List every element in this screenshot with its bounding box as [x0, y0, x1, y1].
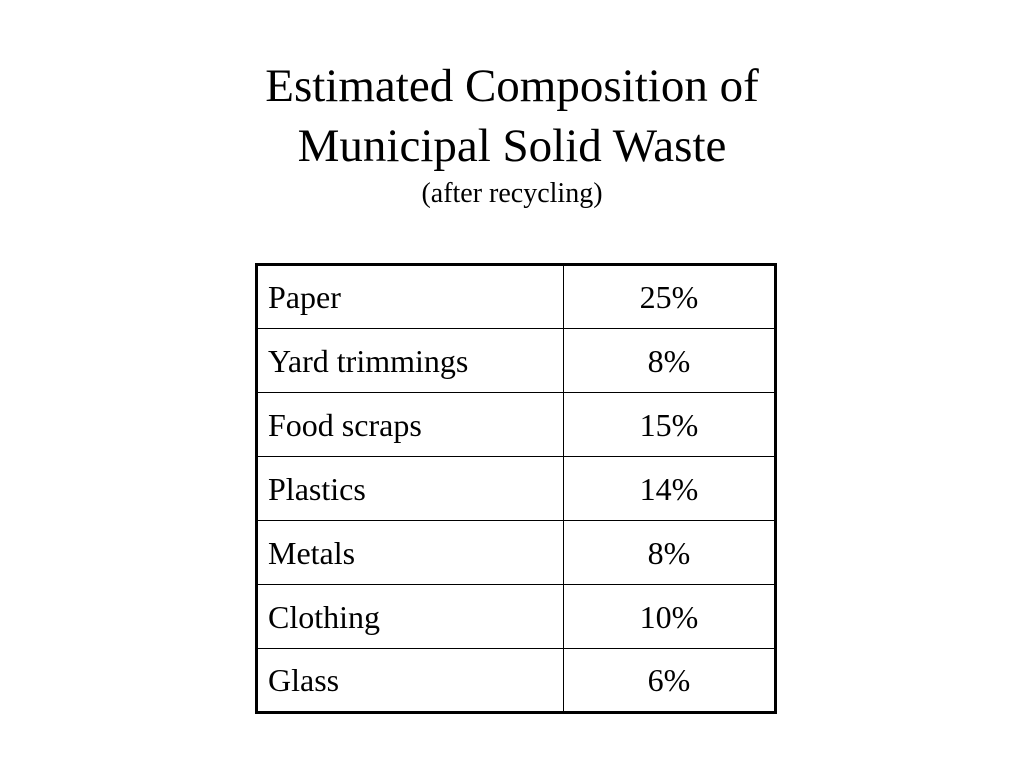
composition-table-container — [255, 263, 777, 714]
table-row — [257, 265, 776, 329]
table-row — [257, 329, 776, 393]
percent-cell: 14% — [564, 457, 776, 521]
category-cell: Paper — [257, 265, 564, 329]
table-row — [257, 457, 776, 521]
table-row — [257, 649, 776, 713]
slide-title-block — [0, 56, 1024, 214]
table-row — [257, 393, 776, 457]
slide-title-line-2: Municipal Solid Waste — [297, 120, 727, 172]
category-cell: Metals — [257, 521, 564, 585]
percent-cell: 6% — [564, 649, 776, 713]
percent-cell: 8% — [564, 521, 776, 585]
table-row — [257, 585, 776, 649]
percent-cell: 10% — [564, 585, 776, 649]
category-cell: Clothing — [257, 585, 564, 649]
composition-table — [255, 263, 777, 714]
percent-cell: 15% — [564, 393, 776, 457]
percent-cell: 8% — [564, 329, 776, 393]
slide-subtitle: (after recycling) — [421, 178, 603, 209]
table-row — [257, 521, 776, 585]
category-cell: Yard trimmings — [257, 329, 564, 393]
slide-title-line-1: Estimated Composition of — [265, 60, 759, 112]
category-cell: Food scraps — [257, 393, 564, 457]
percent-cell: 25% — [564, 265, 776, 329]
category-cell: Glass — [257, 649, 564, 713]
category-cell: Plastics — [257, 457, 564, 521]
